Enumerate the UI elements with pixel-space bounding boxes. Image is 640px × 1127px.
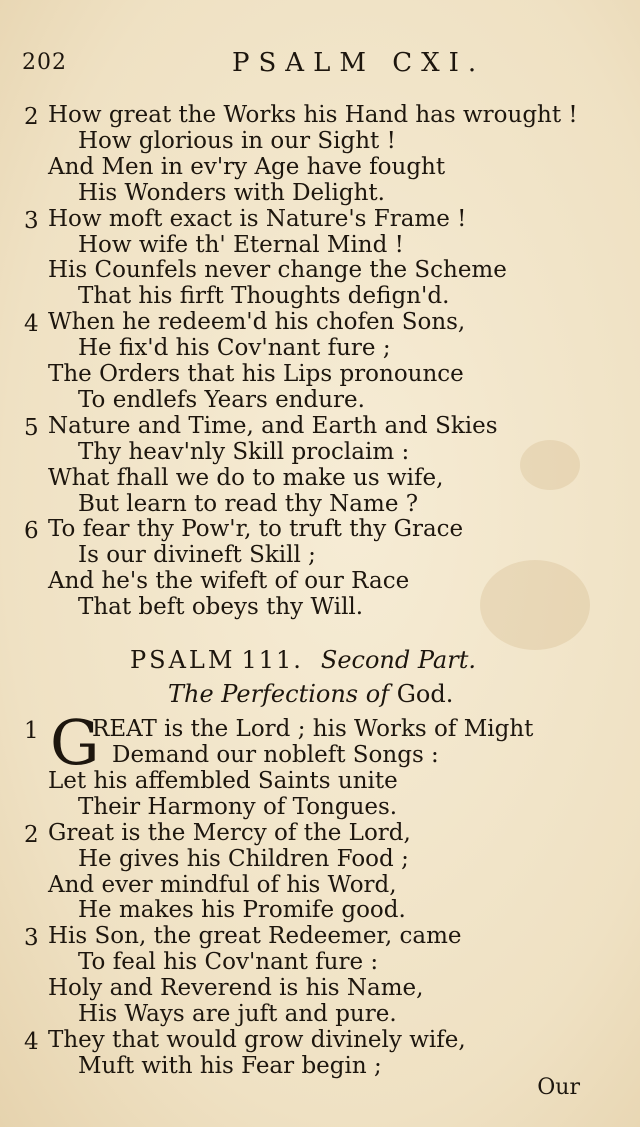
- verse-line: His Wonders with Delight.: [78, 179, 385, 206]
- verse-number: 1: [24, 718, 39, 744]
- verse-number: 2: [24, 821, 39, 848]
- section-subheading-plain: God.: [396, 680, 454, 708]
- verse-line: REAT is the Lord ; his Works of Might: [92, 716, 534, 742]
- verse-line: Muft with his Fear begin ;: [78, 1052, 382, 1079]
- verse-line: Let his affembled Saints unite: [48, 767, 398, 794]
- verse-line: His Son, the great Redeemer, came: [48, 923, 462, 950]
- verse-line: He fix'd his Cov'nant fure ;: [78, 335, 391, 362]
- verse-line: Is our divineft Skill ;: [78, 542, 316, 569]
- section-subheading-italic: The Perfections of: [168, 680, 390, 708]
- verse-number: 4: [24, 1028, 39, 1055]
- page-header: [22, 44, 600, 84]
- catchword: Our: [537, 1075, 580, 1100]
- verse-line: They that would grow divinely wife,: [48, 1026, 466, 1053]
- verse-line: He makes his Promife good.: [78, 897, 406, 924]
- verse-line: He gives his Children Food ;: [78, 845, 409, 872]
- verse-number: 2: [24, 104, 39, 130]
- running-title: PSALM CXI.: [232, 48, 486, 78]
- verse-line: Thy heav'nly Skill proclaim :: [78, 438, 410, 465]
- verse-line: Great is the Mercy of the Lord,: [48, 819, 411, 846]
- section-heading-number: 111.: [241, 646, 303, 674]
- verse-number: 4: [24, 311, 39, 338]
- section-heading: [130, 646, 476, 674]
- verse-line: How moft exact is Nature's Frame !: [48, 205, 467, 232]
- verse-line: How great the Works his Hand has wrought !: [48, 102, 578, 128]
- verse-line: How glorious in our Sight !: [78, 127, 396, 154]
- verse-line: Demand our nobleft Songs :: [112, 742, 439, 768]
- verse-line: When he redeem'd his chofen Sons,: [48, 309, 466, 336]
- section-heading-main: PSALM: [130, 646, 236, 674]
- verse-line: And Men in ev'ry Age have fought: [48, 153, 446, 180]
- verse-line: To feal his Cov'nant fure :: [78, 949, 379, 976]
- verse-line: What fhall we do to make us wife,: [48, 464, 444, 491]
- verse-number: 3: [24, 925, 39, 952]
- verse-line: That beft obeys thy Will.: [78, 594, 364, 621]
- verse-line: To fear thy Pow'r, to truft thy Grace: [48, 516, 464, 543]
- verse-line: His Counfels never change the Scheme: [48, 257, 507, 284]
- verse-line: That his firft Thoughts defign'd.: [78, 283, 450, 310]
- verse-line: How wife th' Eternal Mind !: [78, 231, 404, 258]
- verse-number: 3: [24, 207, 39, 234]
- verse-line: And he's the wifeft of our Race: [48, 568, 410, 595]
- verse-line: Holy and Reverend is his Name,: [48, 975, 424, 1002]
- section-heading-sub: Second Part.: [320, 646, 476, 674]
- verse-line: His Ways are juft and pure.: [78, 1001, 397, 1027]
- verse-line: But learn to read thy Name ?: [78, 490, 419, 517]
- verse-line: And ever mindful of his Word,: [48, 871, 397, 898]
- paper-stain: [520, 440, 580, 490]
- verse-number: 5: [24, 414, 39, 441]
- section-subheading: [168, 680, 453, 708]
- verse-line: Nature and Time, and Earth and Skies: [48, 412, 498, 439]
- paper-stain: [480, 560, 590, 650]
- verse-line: Their Harmony of Tongues.: [78, 793, 398, 820]
- page-number: 202: [22, 50, 67, 75]
- verse-number: 6: [24, 518, 39, 545]
- verse-line: The Orders that his Lips pronounce: [48, 361, 464, 387]
- drop-capital: G: [50, 706, 100, 779]
- verse-line: To endlefs Years endure.: [78, 386, 365, 413]
